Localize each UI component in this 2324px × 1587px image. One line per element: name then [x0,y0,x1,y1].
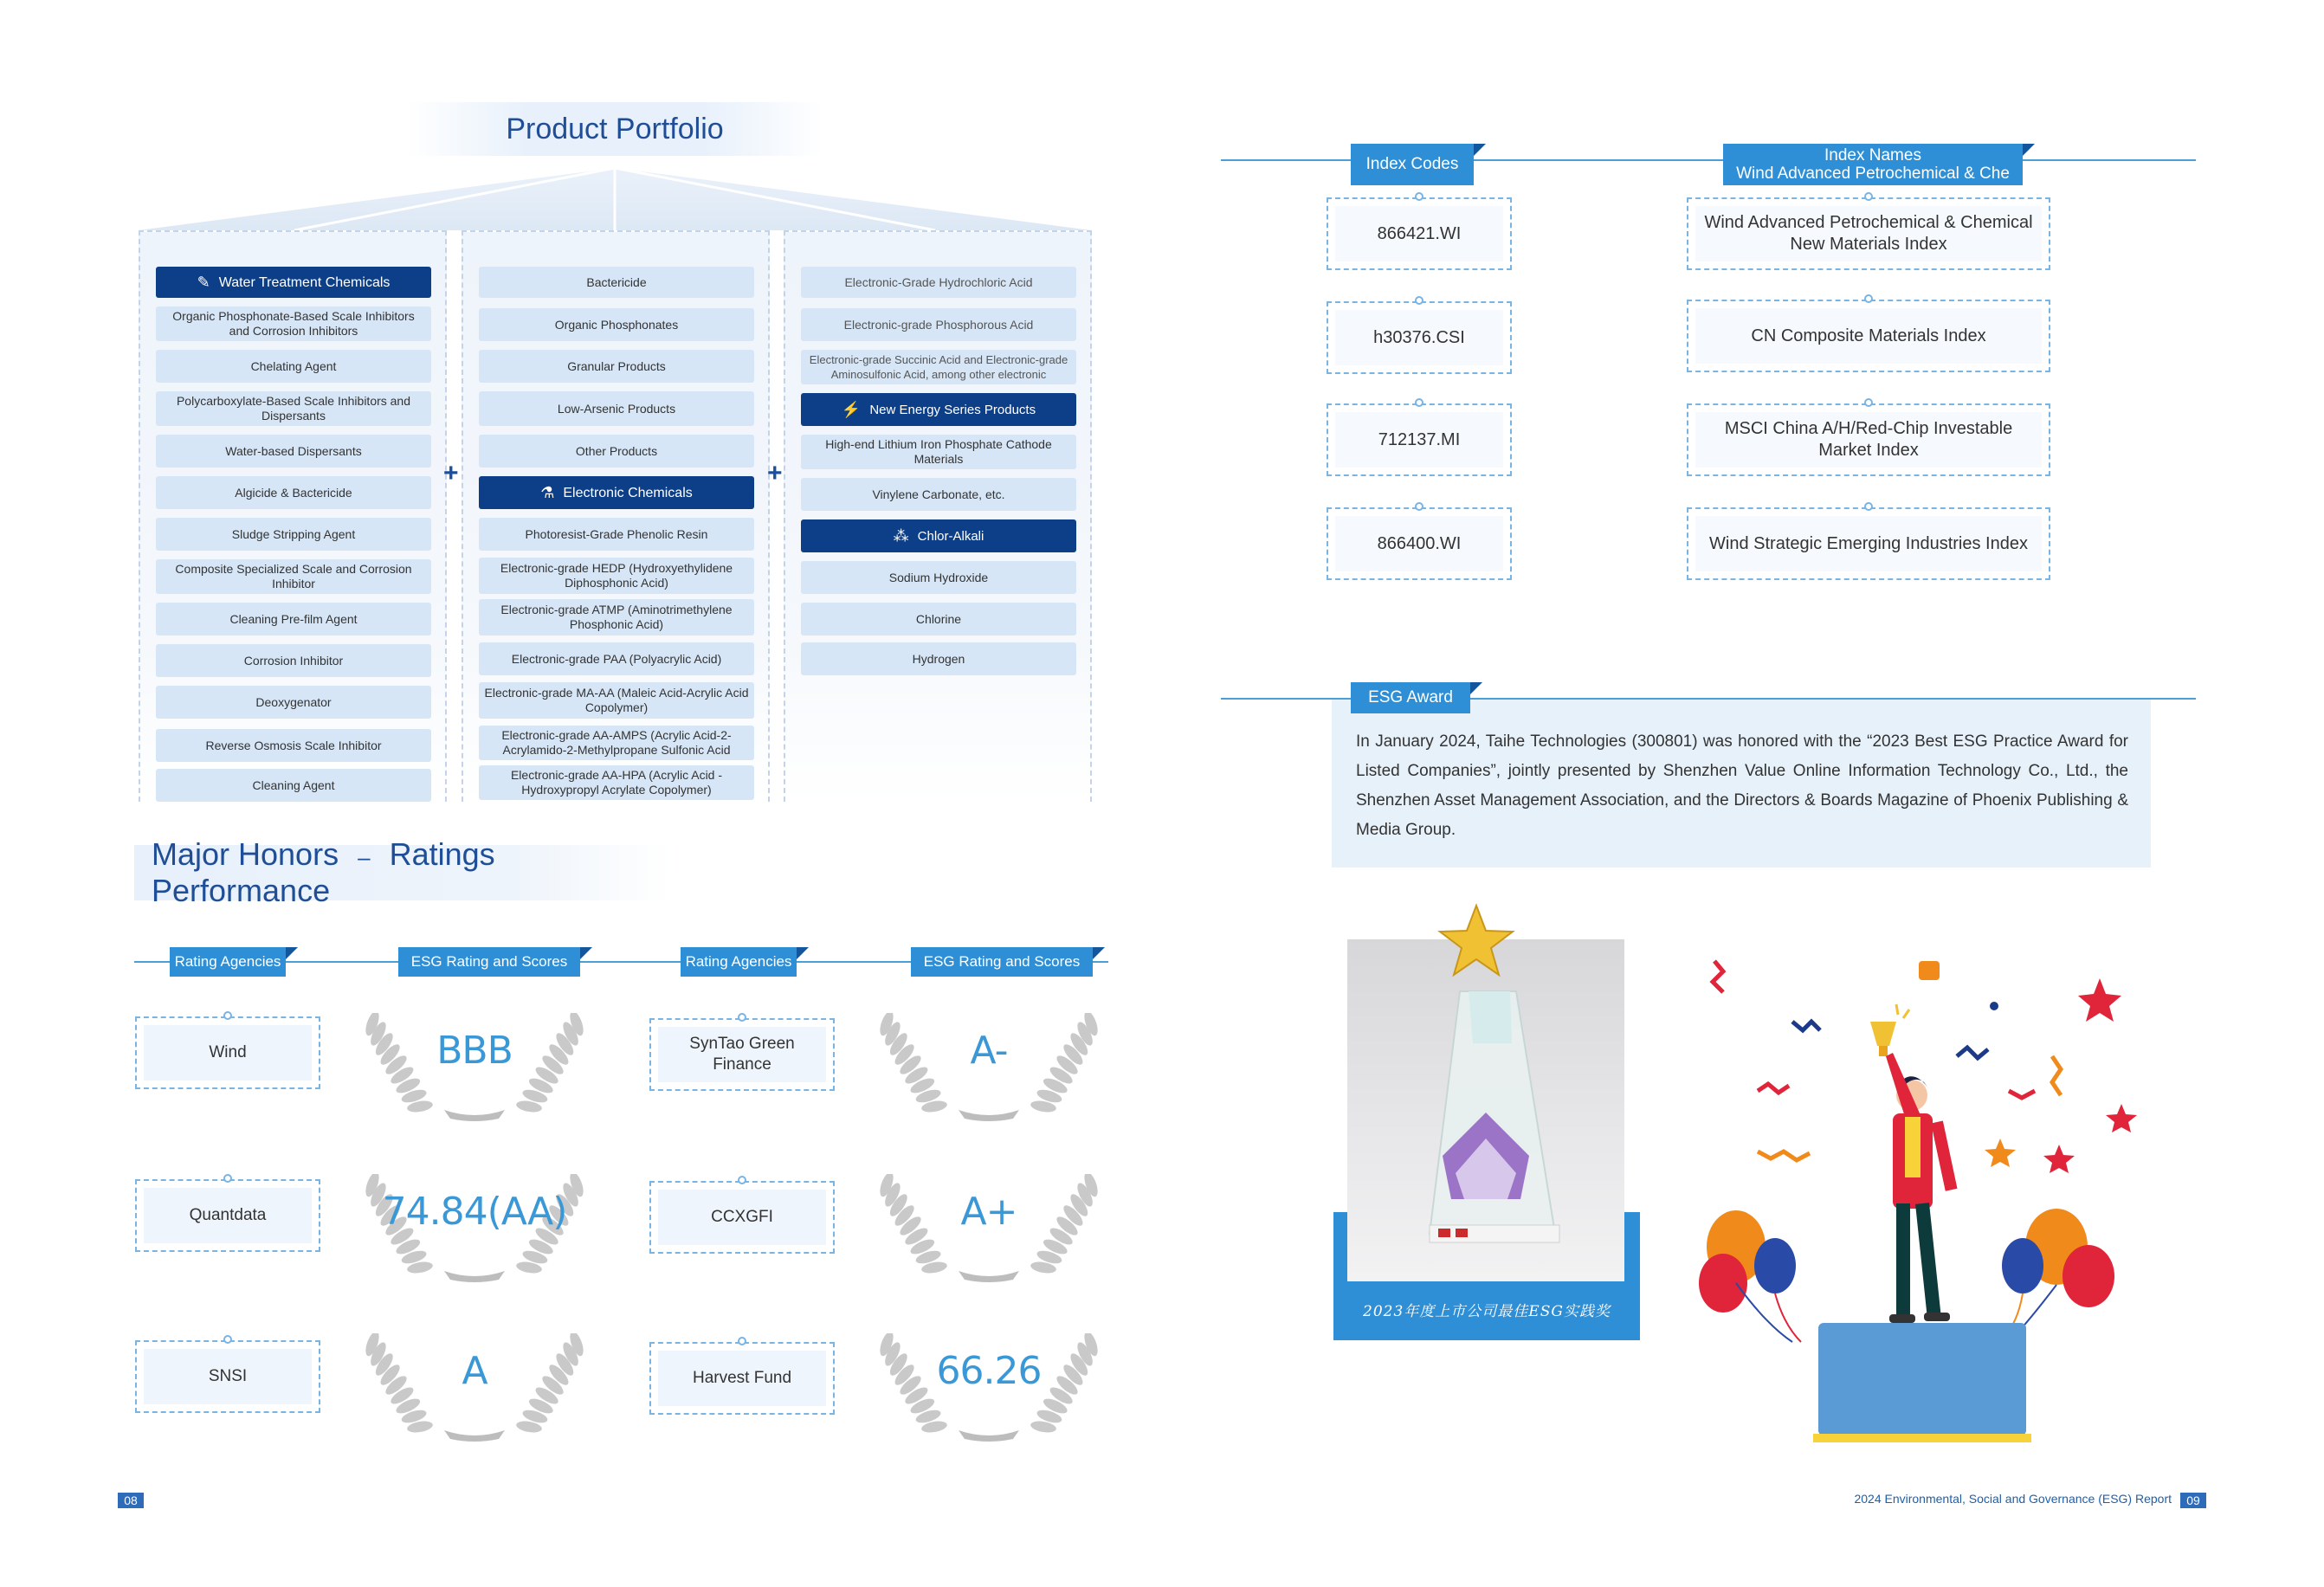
index-code-box [1327,403,1512,476]
score-value: A [462,1349,487,1393]
portfolio-item: Deoxygenator [156,686,431,719]
laurel-score [362,1013,587,1121]
laurel-score [362,1333,587,1442]
page-number-left: 08 [118,1493,144,1508]
agency-box [649,1018,835,1091]
plus-sign: + [443,459,459,487]
agency-box [649,1342,835,1415]
laurel-score [876,1174,1101,1282]
score-value: BBB [436,1029,513,1073]
photo-caption: 2023年度上市公司最佳ESG实践奖 [1363,1303,1611,1320]
portfolio-item: Polycarboxylate-Based Scale Inhibitors and Dispersants [156,391,431,426]
index-name: MSCI China A/H/Red-Chip Investable Market Index [1695,412,2042,468]
product-portfolio-title-banner [407,102,823,156]
portfolio-item: Granular Products [479,350,754,383]
index-name-box [1687,197,2050,270]
portfolio-item: Reverse Osmosis Scale Inhibitor [156,729,431,762]
plus-sign: + [767,459,783,487]
portfolio-column-water [139,230,447,802]
index-code-box [1327,507,1512,580]
index-code-box [1327,301,1512,374]
portfolio-item: Organic Phosphonates [479,308,754,341]
portfolio-item: Electronic-grade MA-AA (Maleic Acid-Acrylic Acid Copolymer) [479,682,754,719]
gold-star-icon [1437,902,1515,980]
portfolio-item: Composite Specialized Scale and Corrosion Inhibitor [156,559,431,594]
agency-name: Harvest Fund [658,1351,826,1406]
portfolio-item: Chlorine [801,603,1076,635]
portfolio-item: Electronic-grade PAA (Polyacrylic Acid) [479,642,754,675]
portfolio-item: Corrosion Inhibitor [156,644,431,677]
tab-rating-agencies: Rating Agencies [170,947,286,977]
molecule-icon: ⁂ [893,526,909,545]
tab-esg-scores: ESG Rating and Scores [398,947,580,977]
laurel-score [876,1333,1101,1442]
index-name-box [1687,403,2050,476]
portfolio-item: Sodium Hydroxide [801,561,1076,594]
index-name: Wind Advanced Petrochemical & Chemical New Materials Index [1695,206,2042,261]
celebration-illustration [1697,944,2147,1455]
portfolio-item: Other Products [479,435,754,468]
score-value: A- [970,1029,1008,1073]
tab-index-codes: Index Codes [1351,144,1474,185]
agency-name: SynTao Green Finance [658,1027,826,1082]
tab-rating-agencies: Rating Agencies [681,947,797,977]
esg-award-text: In January 2024, Taihe Technologies (300801) was honored with the “2023 Best ESG Practice Award for Listed Companies”, jointly presented by Shenzhen Value Online Information Technology Co., Ltd., the Shenzhen Asset Management Association, and the Directors & Boards Magazine of Phoenix Publishing & Media Group. [1356,732,2128,839]
portfolio-item: Cleaning Pre-film Agent [156,603,431,635]
agency-name: CCXGFI [658,1190,826,1245]
portfolio-item: Electronic-grade HEDP (Hydroxyethylidene Diphosphonic Acid) [479,558,754,594]
index-name-box [1687,507,2050,580]
portfolio-item: Sludge Stripping Agent [156,518,431,551]
agency-name: SNSI [144,1349,312,1404]
portfolio-item: Electronic-grade AA-HPA (Acrylic Acid - Hydroxypropyl Acrylate Copolymer) [479,765,754,800]
portfolio-item: Water-based Dispersants [156,435,431,468]
score-value: 74.84(AA) [382,1190,567,1234]
portfolio-item: Electronic-grade ATMP (Aminotrimethylene Phosphonic Acid) [479,599,754,635]
flask-icon: ⚗ [540,483,555,501]
portfolio-column-electronic [462,230,770,802]
pencil-icon: ✎ [197,273,210,291]
agency-box [135,1340,320,1413]
trophy-photo [1347,939,1624,1281]
portfolio-item: Photoresist-Grade Phenolic Resin [479,518,754,551]
agency-box [649,1181,835,1254]
index-code: h30376.CSI [1335,310,1503,365]
tab-index-names: Index Names Wind Advanced Petrochemical & Che [1723,144,2023,185]
portfolio-item: Electronic-grade AA-AMPS (Acrylic Acid-2-Acrylamido-2-Methylpropane Sulfonic Acid [479,726,754,760]
agency-box [135,1016,320,1089]
index-name-box [1687,300,2050,372]
portfolio-item: Algicide & Bactericide [156,476,431,509]
index-code: 866400.WI [1335,516,1503,571]
laurel-score [362,1174,587,1282]
portfolio-item: Vinylene Carbonate, etc. [801,478,1076,511]
score-value: A+ [960,1190,1017,1234]
score-value: 66.26 [936,1349,1042,1393]
index-code-box [1327,197,1512,270]
index-code: 866421.WI [1335,206,1503,261]
lightning-battery-icon: ⚡ [841,400,862,418]
portfolio-item: Low-Arsenic Products [479,391,754,426]
new-energy-header: ⚡ New Energy Series Products [801,393,1076,426]
water-treatment-header: ✎ Water Treatment Chemicals [156,267,431,298]
tab-esg-award: ESG Award [1351,682,1470,713]
footer-report-title: 2024 Environmental, Social and Governance (ESG) Report [1854,1492,2172,1506]
portfolio-item: Electronic-grade Phosphorous Acid [801,308,1076,341]
honors-title-banner [134,836,671,908]
index-code: 712137.MI [1335,412,1503,468]
electronic-chemicals-header: ⚗ Electronic Chemicals [479,476,754,509]
portfolio-item: Cleaning Agent [156,769,431,802]
page-number-right: 09 [2180,1493,2206,1508]
agency-box [135,1179,320,1252]
portfolio-item: Organic Phosphonate-Based Scale Inhibitors and Corrosion Inhibitors [156,306,431,341]
portfolio-item: Hydrogen [801,642,1076,675]
portfolio-item: Electronic-Grade Hydrochloric Acid [801,267,1076,298]
index-name: Wind Strategic Emerging Industries Index [1695,516,2042,571]
portfolio-item: Chelating Agent [156,350,431,383]
honors-title: Major Honors – Ratings Performance [152,836,495,908]
index-name: CN Composite Materials Index [1695,308,2042,364]
portfolio-item: Bactericide [479,267,754,298]
agency-name: Wind [144,1025,312,1081]
chlor-alkali-header: ⁂ Chlor-Alkali [801,519,1076,552]
laurel-score [876,1013,1101,1121]
portfolio-item: Electronic-grade Succinic Acid and Electronic-grade Aminosulfonic Acid, among other electronic [801,350,1076,384]
agency-name: Quantdata [144,1188,312,1243]
portfolio-fan-decoration [139,165,1091,234]
portfolio-column-energy [784,230,1092,802]
tab-esg-scores: ESG Rating and Scores [911,947,1093,977]
portfolio-item: High-end Lithium Iron Phosphate Cathode Materials [801,435,1076,469]
product-portfolio-title: Product Portfolio [506,112,724,145]
